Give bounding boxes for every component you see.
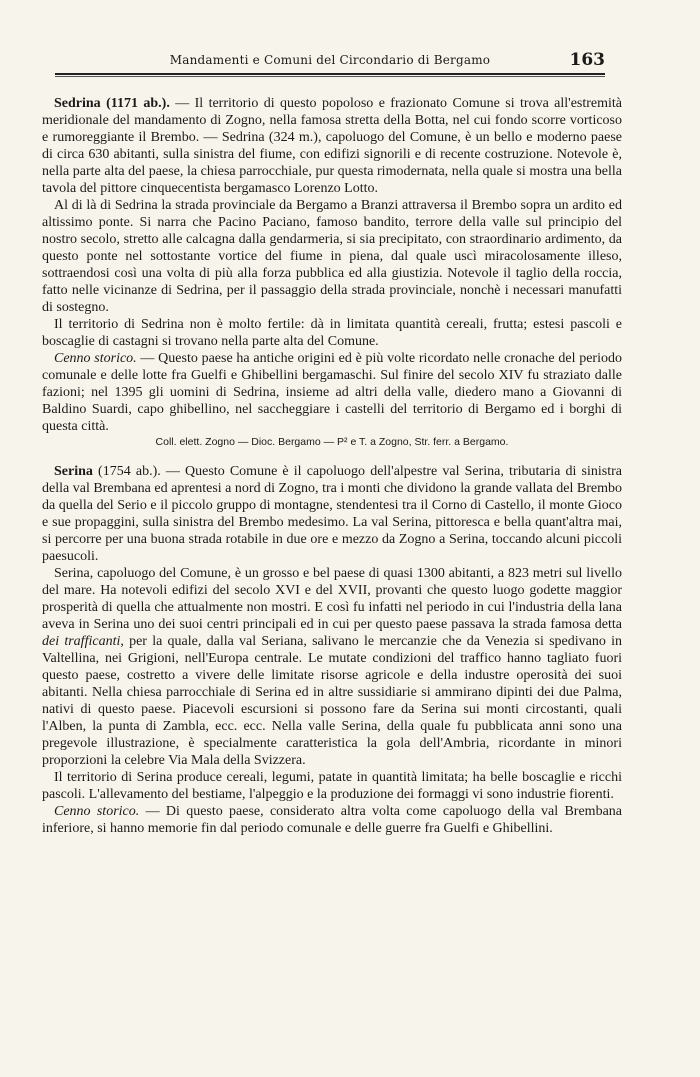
header-rule [55, 73, 605, 77]
serina-history-text: — Di questo paese, considerato altra volta come capoluogo della val Brembana inferiore, si hanno memorie fin dal periodo comunale e delle guerre fra Guelfi e Ghibellini. [42, 804, 622, 836]
serina-intro-paragraph [42, 463, 622, 565]
serina-history-paragraph [42, 803, 622, 837]
sedrina-history-text: — Questo paese ha antiche origini ed è più volte ricordato nelle cronache del periodo comunale e delle lotte fra Guelfi e Ghibellini bergamaschi. Sul finire del secolo XIV fu straziato dalle fazioni; nel 1395 gli uomini di Sedrina, insieme ad altri della valle, diedero mano a Giovanni di Baldino Suardi, capo ghibellino, nel saccheggiare i castelli del territorio di Bergamo ed i borghi di questa città. [42, 351, 622, 434]
history-label-sedrina: Cenno storico. [54, 351, 137, 366]
entry-name-sedrina: Sedrina [54, 96, 101, 111]
serina-intro-text: — Questo Comune è il capoluogo dell'alpestre val Serina, tributaria di sinistra della val Brembana ed aprentesi a nord di Zogno, tra i monti che dividono la grande vallata del Brembo da quella del Serio e il piccolo gruppo di montagne, stendentesi tra il Corno di Castello, il monte Gioco e sue propaggini, sulla sinistra del Brembo medesimo. La val Serina, pittoresca e bella quant'altra mai, si percorre per una buona strada rotabile in due ore e mezzo da Zogno a Serina, toccando alcuni piccoli paesucoli. [42, 464, 622, 564]
population-serina: (1754 ab.). [98, 464, 161, 479]
sedrina-coll-line: Coll. elett. Zogno — Dioc. Bergamo — P² e T. a Zogno, Str. ferr. a Bergamo. [155, 436, 509, 448]
population-sedrina: (1171 ab.). [106, 96, 170, 111]
serina-trafficanti-term: dei trafficanti [42, 634, 121, 649]
serina-town-text-b: , per la quale, dalla val Seriana, salivano le mercanzie che da Venezia si spedivano in Valtellina, nei Grigioni, nell'Europa centrale. Le mutate condizioni del traffico hanno tagliato fuori questo paese, costretto a vivere delle limitate risorse agricole e della industre operosità dei suoi abitanti. Nella chiesa parrocchiale di Serina ed in altre sussidiarie si ammirano dipinti dei due Palma, nativi di questo paese. Piacevoli escursioni si possono fare da Serina sui monti circostanti, quali l'Alben, la punta di Zambla, ecc. ecc. Nella valle Serina, della quale fu pubblicata anni sono una pregevole illustrazione, è specialmente caratteristica la gola dell'Ambria, ricordante in minori proporzioni la celebre Via Mala della Svizzera. [42, 634, 622, 768]
body-text [42, 95, 622, 837]
serina-town-text-a: Serina, capoluogo del Comune, è un grosso e bel paese di quasi 1300 abitanti, a 823 metri sul livello del mare. Ha notevoli edifizi del secolo XVI e del XVII, provanti che questo luogo godette maggior prosperità di quella che attualmente non mostri. E così fu infatti nel periodo in cui l'industria della lana aveva in Serina uno dei suoi centri principali ed in cui per questo paese passava la strada famosa detta [42, 566, 622, 632]
sedrina-paragraph-territory: Il territorio di Sedrina non è molto fertile: dà in limitata quantità cereali, frutta; estesi pascoli e boscaglie di castagni si trovano nella parte alta del Comune. [42, 317, 622, 349]
page-number: 163 [569, 50, 605, 70]
serina-paragraph-territory: Il territorio di Serina produce cereali, legumi, patate in quantità limitata; ha belle boscaglie e ricchi pascoli. L'allevamento del bestiame, l'alpeggio e la produzione dei formaggi vi sono industrie fiorenti. [42, 770, 622, 802]
history-label-serina: Cenno storico. [54, 804, 140, 819]
sedrina-intro-paragraph [42, 95, 622, 197]
serina-paragraph-town [42, 565, 622, 769]
sedrina-history-paragraph [42, 350, 622, 435]
running-head [55, 50, 605, 72]
sedrina-paragraph-bridge: Al di là di Sedrina la strada provinciale da Bergamo a Branzi attraversa il Brembo sopra un ardito ed altissimo ponte. Si narra che Pacino Paciano, famoso bandito, terrore della valle sul principio del nostro secolo, stretto alle calcagna dalla gendarmeria, si sia precipitato, con straordinario ardimento, da questo ponte nel sottostante vortice del fiume in piena, dal quale uscì miracolosamente illeso, sottraendosi così una volta di più alla forza pubblica ed alla giustizia. Notevole il taglio della roccia, fatto nelle vicinanze di Sedrina, per il passaggio della strada provinciale, nonchè i necessari manufatti di sostegno. [42, 198, 622, 315]
entry-name-serina: Serina [54, 464, 93, 479]
sedrina-intro-text: — Il territorio di questo popoloso e frazionato Comune si trova all'estremità meridionale del mandamento di Zogno, nella famosa stretta della Botta, nel cui fondo scorre vorticoso e rumoreggiante il Brembo. — Sedrina (324 m.), capoluogo del Comune, è un bello e moderno paese di circa 630 abitanti, sulla sinistra del fiume, con edifizi signorili e di recente costruzione. Notevole è, nella parte alta del paese, la chiesa parrocchiale, pur questa rimodernata, nella quale si mostra una bella tavola del pittore cinquecentista bergamasco Lorenzo Lotto. [42, 96, 623, 196]
running-title: Mandamenti e Comuni del Circondario di Bergamo [169, 53, 491, 67]
entry-separator [42, 449, 622, 463]
